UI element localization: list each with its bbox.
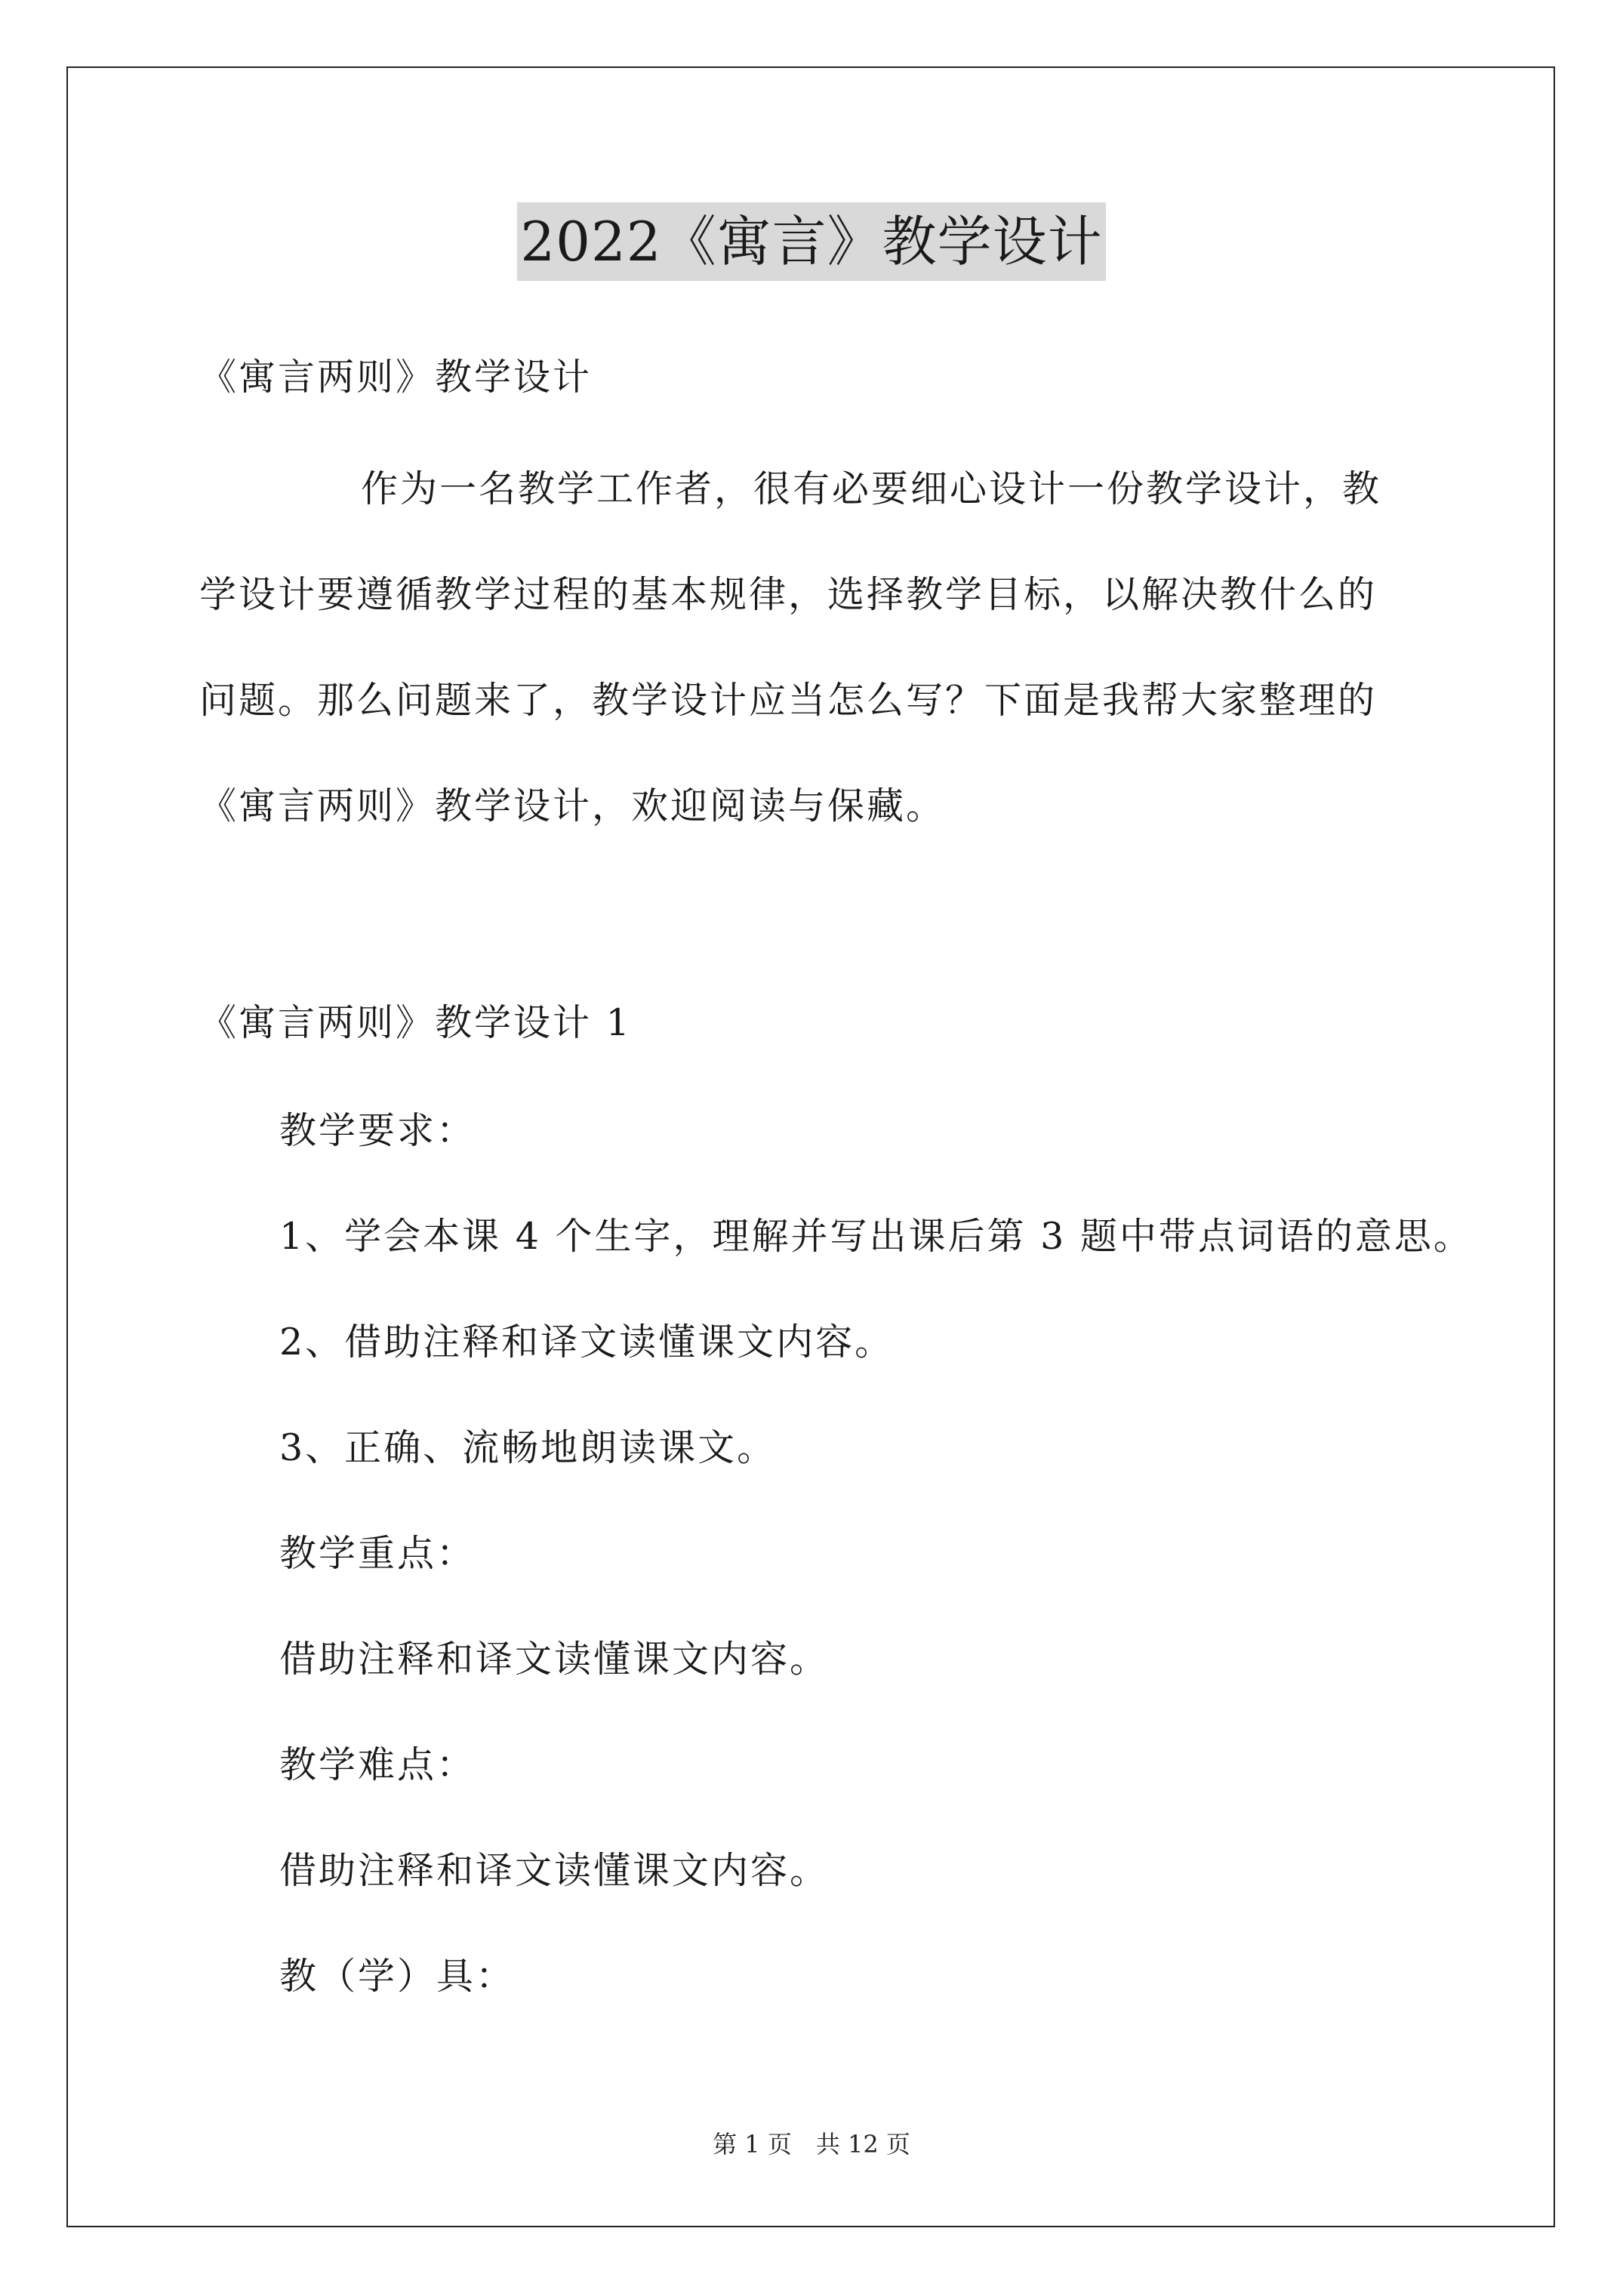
document-title: 2022《寓言》教学设计	[517, 202, 1105, 281]
intro-paragraph-line-4: 《寓言两则》教学设计，欢迎阅读与保藏。	[199, 784, 946, 827]
difficulty-heading: 教学难点：	[279, 1743, 476, 1786]
key-point-heading: 教学重点：	[279, 1532, 476, 1575]
teaching-aids-heading: 教（学）具：	[279, 1955, 516, 1998]
intro-paragraph-line-3: 问题。那么问题来了，教学设计应当怎么写？下面是我帮大家整理的	[199, 679, 1378, 722]
requirements-heading: 教学要求：	[279, 1109, 476, 1152]
lesson-heading: 《寓言两则》教学设计 1	[199, 1001, 632, 1044]
requirement-item-3: 3、正确、流畅地朗读课文。	[279, 1426, 777, 1469]
difficulty-text: 借助注释和译文读懂课文内容。	[279, 1849, 830, 1892]
requirement-item-1: 1、学会本课 4 个生字，理解并写出课后第 3 题中带点词语的意思。	[279, 1215, 1473, 1258]
requirement-item-2: 2、借助注释和译文读懂课文内容。	[279, 1321, 895, 1364]
key-point-text: 借助注释和译文读懂课文内容。	[279, 1638, 830, 1681]
intro-paragraph-line-2: 学设计要遵循教学过程的基本规律，选择教学目标，以解决教什么的	[199, 573, 1378, 616]
intro-paragraph-line-1: 作为一名教学工作者，很有必要细心设计一份教学设计，教	[361, 467, 1382, 510]
section-heading: 《寓言两则》教学设计	[199, 356, 593, 399]
title-container	[0, 202, 1623, 281]
page-footer: 第 1 页 共 12 页	[713, 2130, 910, 2159]
